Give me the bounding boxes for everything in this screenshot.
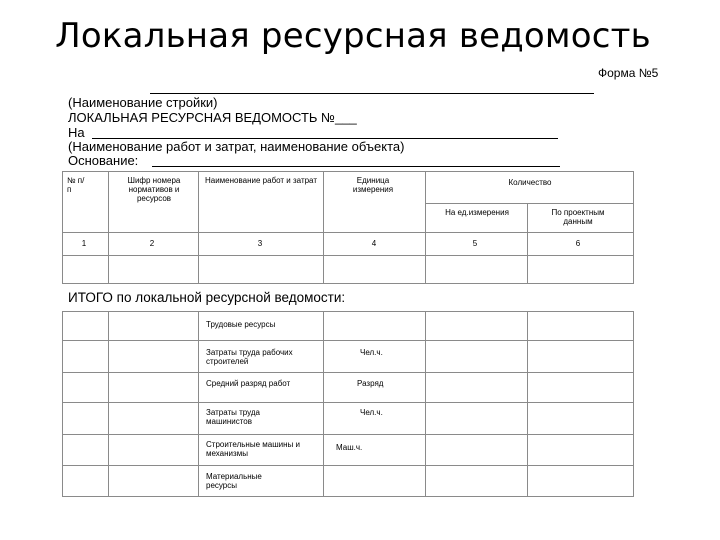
col-header-quantity: Количество [508, 178, 552, 187]
resource-worker-hours: Затраты труда рабочих строителей [206, 348, 293, 366]
col-header-number: № п/п [67, 176, 85, 194]
resource-average-grade: Средний разряд работ [206, 379, 291, 388]
col-header-qty-per-unit: На ед.измерения [445, 208, 509, 217]
top-rule [150, 93, 594, 94]
works-name-label: (Наименование работ и затрат, наименование объекта) [68, 139, 405, 154]
ledger-title-label: ЛОКАЛЬНАЯ РЕСУРСНАЯ ВЕДОМОСТЬ №___ [68, 110, 357, 125]
col-header-name: Наименование работ и затрат [204, 176, 317, 185]
col-number-6: 6 [575, 239, 581, 248]
col-number-1: 1 [81, 239, 87, 248]
total-label: ИТОГО по локальной ресурсной ведомости: [68, 290, 346, 305]
form-number-label: Форма №5 [598, 66, 659, 80]
basis-label: Основание: [68, 153, 139, 168]
col-header-unit: Единица измерения [352, 176, 394, 194]
resource-machinery: Строительные машины и механизмы [206, 440, 300, 458]
col-number-3: 3 [257, 239, 263, 248]
col-header-code: Шифр номера нормативов и ресурсов [127, 176, 181, 203]
resource-operator-hours-unit: Чел.ч. [360, 408, 383, 417]
resource-labour: Трудовые ресурсы [206, 320, 276, 329]
construction-name-label: (Наименование стройки) [68, 95, 218, 110]
slide-title: Локальная ресурсная ведомость [55, 16, 651, 56]
resource-worker-hours-unit: Чел.ч. [360, 348, 383, 357]
col-number-4: 4 [371, 239, 377, 248]
resource-operator-hours: Затраты труда машинистов [206, 408, 261, 426]
col-header-qty-project: По проектным данным [551, 208, 605, 226]
on-label: На [68, 125, 85, 140]
col-number-5: 5 [472, 239, 478, 248]
resource-machinery-unit: Маш.ч. [336, 443, 363, 452]
resource-average-grade-unit: Разряд [357, 379, 384, 388]
basis-fill-line [152, 166, 560, 167]
col-number-2: 2 [149, 239, 155, 248]
resource-materials: Материальные ресурсы [206, 472, 262, 490]
